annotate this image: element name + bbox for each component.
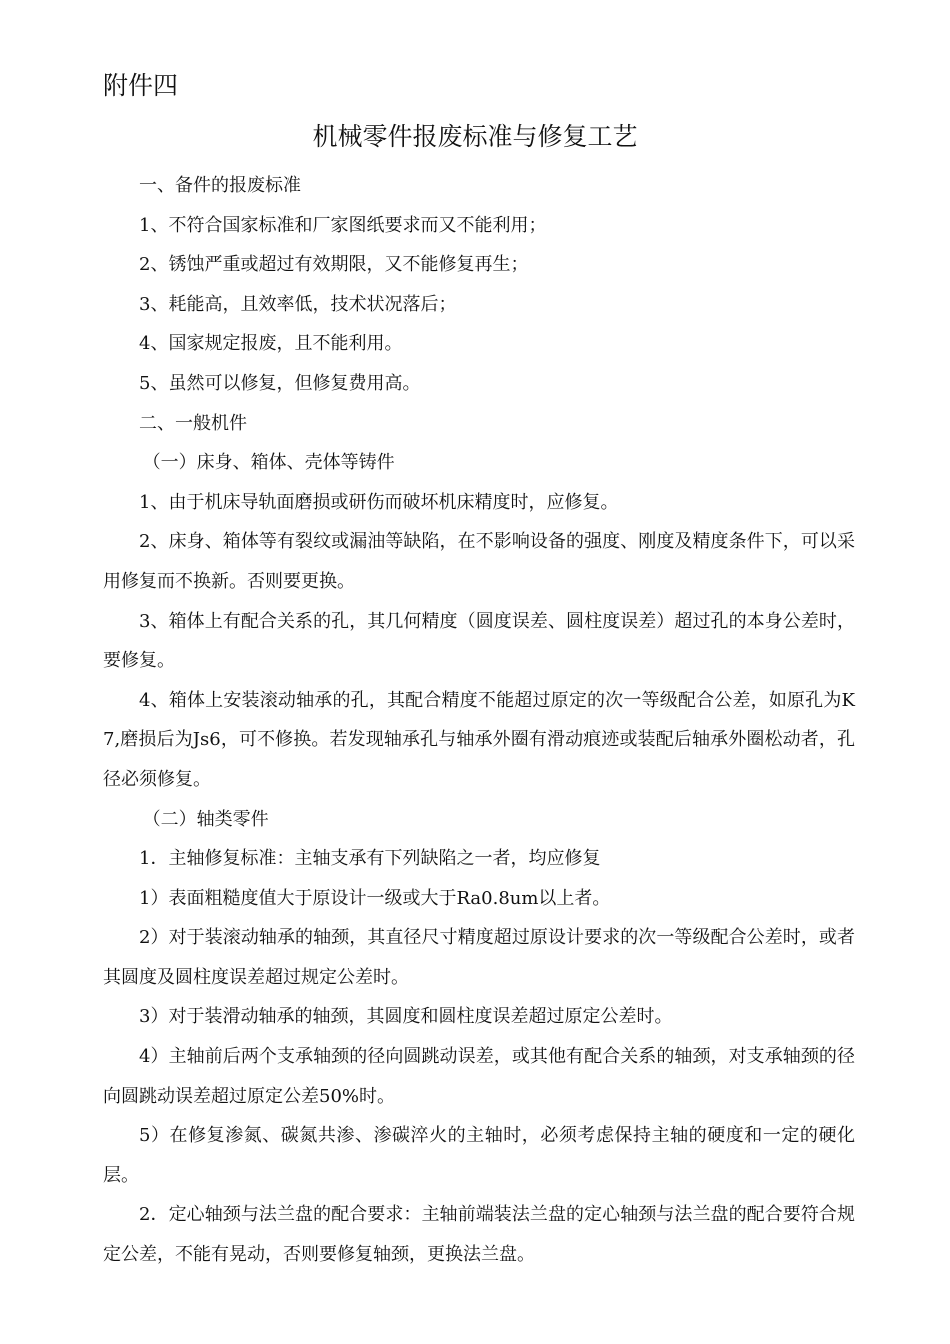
castings-item-1: 1、由于机床导轨面磨损或研伤而破坏机床精度时，应修复。 bbox=[139, 491, 619, 513]
scrap-standard-item-4: 4、国家规定报废，且不能利用。 bbox=[139, 333, 403, 355]
scrap-standard-item-3: 3、耗能高，且效率低，技术状况落后； bbox=[139, 293, 457, 315]
subsection-heading-shafts: （二）轴类零件 bbox=[142, 808, 269, 830]
shafts-item-1-2: 2）对于装滚动轴承的轴颈，其直径尺寸精度超过原设计要求的次一等级配合公差时，或者其圆度及圆柱度误差超过规定公差时。 bbox=[103, 927, 855, 988]
subsection-heading-castings: （一）床身、箱体、壳体等铸件 bbox=[142, 452, 395, 474]
castings-item-3: 3、箱体上有配合关系的孔，其几何精度（圆度误差、圆柱度误差）超过孔的本身公差时，要修复。 bbox=[103, 610, 855, 672]
castings-item-4: 4、箱体上安装滚动轴承的孔，其配合精度不能超过原定的次一等级配合公差，如原孔为K7,磨损后为Js6，可不修换。若发现轴承孔与轴承外圈有滑动痕迹或装配后轴承外圈松动者，孔径必须修复。 bbox=[103, 689, 855, 790]
shafts-item-1-4: 4）主轴前后两个支承轴颈的径向圆跳动误差，或其他有配合关系的轴颈，对支承轴颈的径向圆跳动误差超过原定公差50%时。 bbox=[103, 1046, 855, 1107]
section-heading-scrap-standards: 一、备件的报废标准 bbox=[139, 175, 301, 196]
shafts-item-1-3: 3）对于装滑动轴承的轴颈，其圆度和圆柱度误差超过原定公差时。 bbox=[139, 1006, 673, 1028]
castings-item-2: 2、床身、箱体等有裂纹或漏油等缺陷，在不影响设备的强度、刚度及精度条件下，可以采用修复而不换新。否则要更换。 bbox=[103, 531, 855, 592]
shafts-item-1-1: 1）表面粗糙度值大于原设计一级或大于Ra0.8um以上者。 bbox=[139, 887, 611, 909]
shafts-item-1-5: 5）在修复渗氮、碳氮共渗、渗碳淬火的主轴时，必须考虑保持主轴的硬度和一定的硬化层。 bbox=[103, 1125, 855, 1186]
section-heading-general-parts: 二、一般机件 bbox=[139, 412, 247, 434]
document-body bbox=[103, 166, 855, 1275]
document-title: 机械零件报废标准与修复工艺 bbox=[312, 122, 638, 151]
scrap-standard-item-5: 5、虽然可以修复，但修复费用高。 bbox=[139, 372, 421, 394]
attachment-label: 附件四 bbox=[103, 71, 179, 100]
shafts-item-1: 1．主轴修复标准：主轴支承有下列缺陷之一者，均应修复 bbox=[139, 848, 601, 870]
shafts-item-2: 2．定心轴颈与法兰盘的配合要求：主轴前端装法兰盘的定心轴颈与法兰盘的配合要符合规定公差，不能有晃动，否则要修复轴颈，更换法兰盘。 bbox=[103, 1204, 855, 1266]
scrap-standard-item-1: 1、不符合国家标准和厂家图纸要求而又不能利用； bbox=[139, 214, 547, 236]
scrap-standard-item-2: 2、锈蚀严重或超过有效期限，又不能修复再生； bbox=[139, 254, 529, 276]
